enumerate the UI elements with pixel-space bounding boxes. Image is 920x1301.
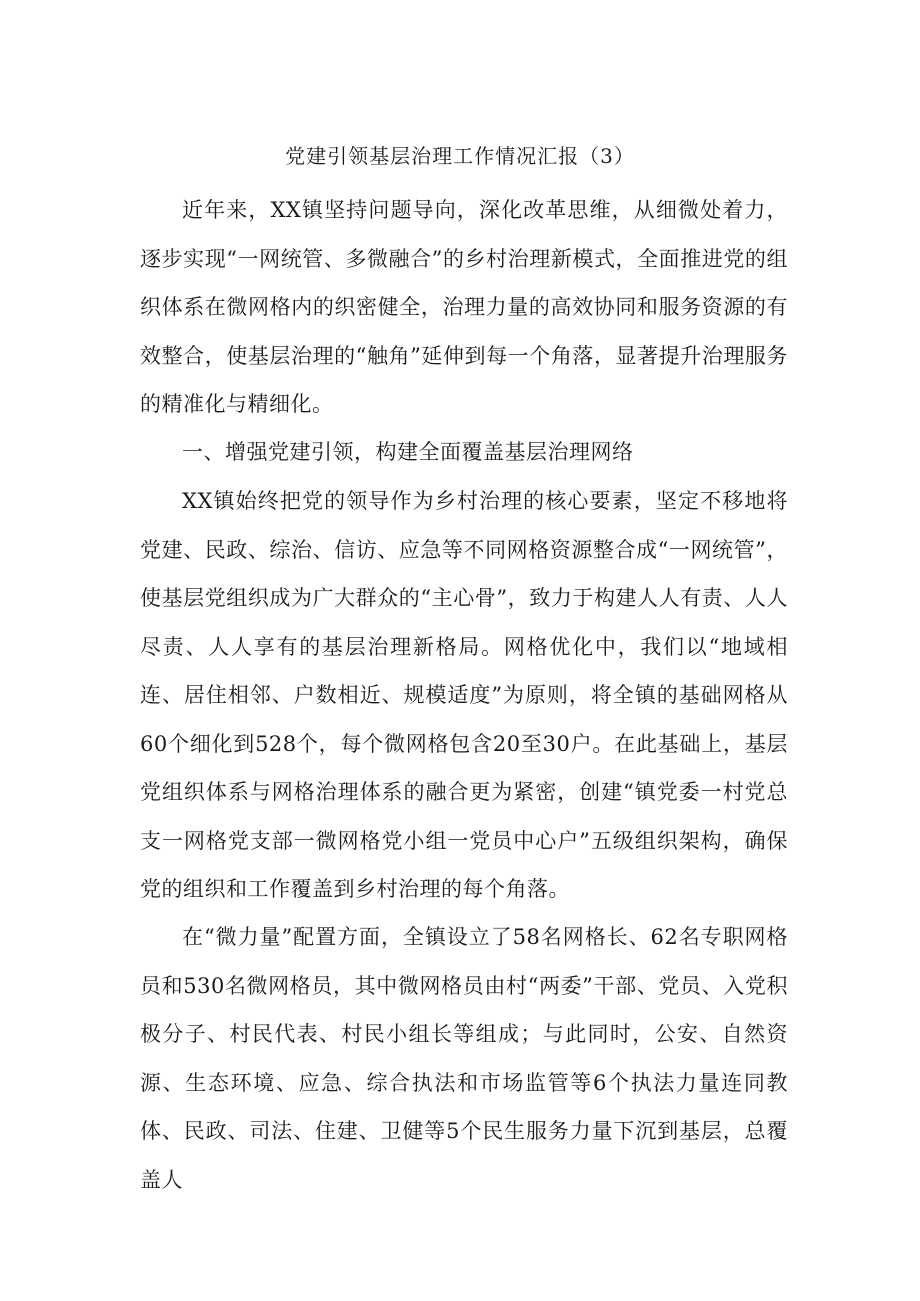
section-heading: 一、增强党建引领，构建全面覆盖基层治理网络 <box>182 440 634 464</box>
paragraph-micro-force: 在“微力量”配置方面，全镇设立了58名网格长、62名专职网格员和530名微网格员，其中微网格员由村“两委”干部、党员、入党积极分子、村民代表、村民小组长等组成；与此同时，公安、自然资源、生态环境、应急、综合执法和市场监管等6个执法力量连同教体、民政、司法、住建、卫健等5个民生服务力量下沉到基层，总覆盖人 <box>140 925 788 1192</box>
paragraph-party-leadership: XX镇始终把党的领导作为乡村治理的核心要素，坚定不移地将党建、民政、综治、信访、应急等不同网格资源整合成“一网统管”，使基层党组织成为广大群众的“主心骨”，致力于构建人人有责、人人尽责、人人享有的基层治理新格局。网格优化中，我们以“地域相连、居住相邻、户数相近、规模适度”为原则，将全镇的基础网格从60个细化到528个，每个微网格包含20至30户。在此基础上，基层党组织体系与网格治理体系的融合更为紧密，创建“镇党委一村党总支一网格党支部一微网格党小组一党员中心户”五级组织架构，确保党的组织和工作覆盖到乡村治理的每个角落。 <box>140 489 788 901</box>
paragraph-intro: 近年来，XX镇坚持问题导向，深化改革思维，从细微处着力，逐步实现“一网统管、多微融合”的乡村治理新模式，全面推进党的组织体系在微网格内的织密健全，治理力量的高效协同和服务资源的有效整合，使基层治理的“触角”延伸到每一个角落，显著提升治理服务的精准化与精细化。 <box>140 198 788 416</box>
document-title: 党建引领基层治理工作情况汇报（3） <box>285 144 635 168</box>
